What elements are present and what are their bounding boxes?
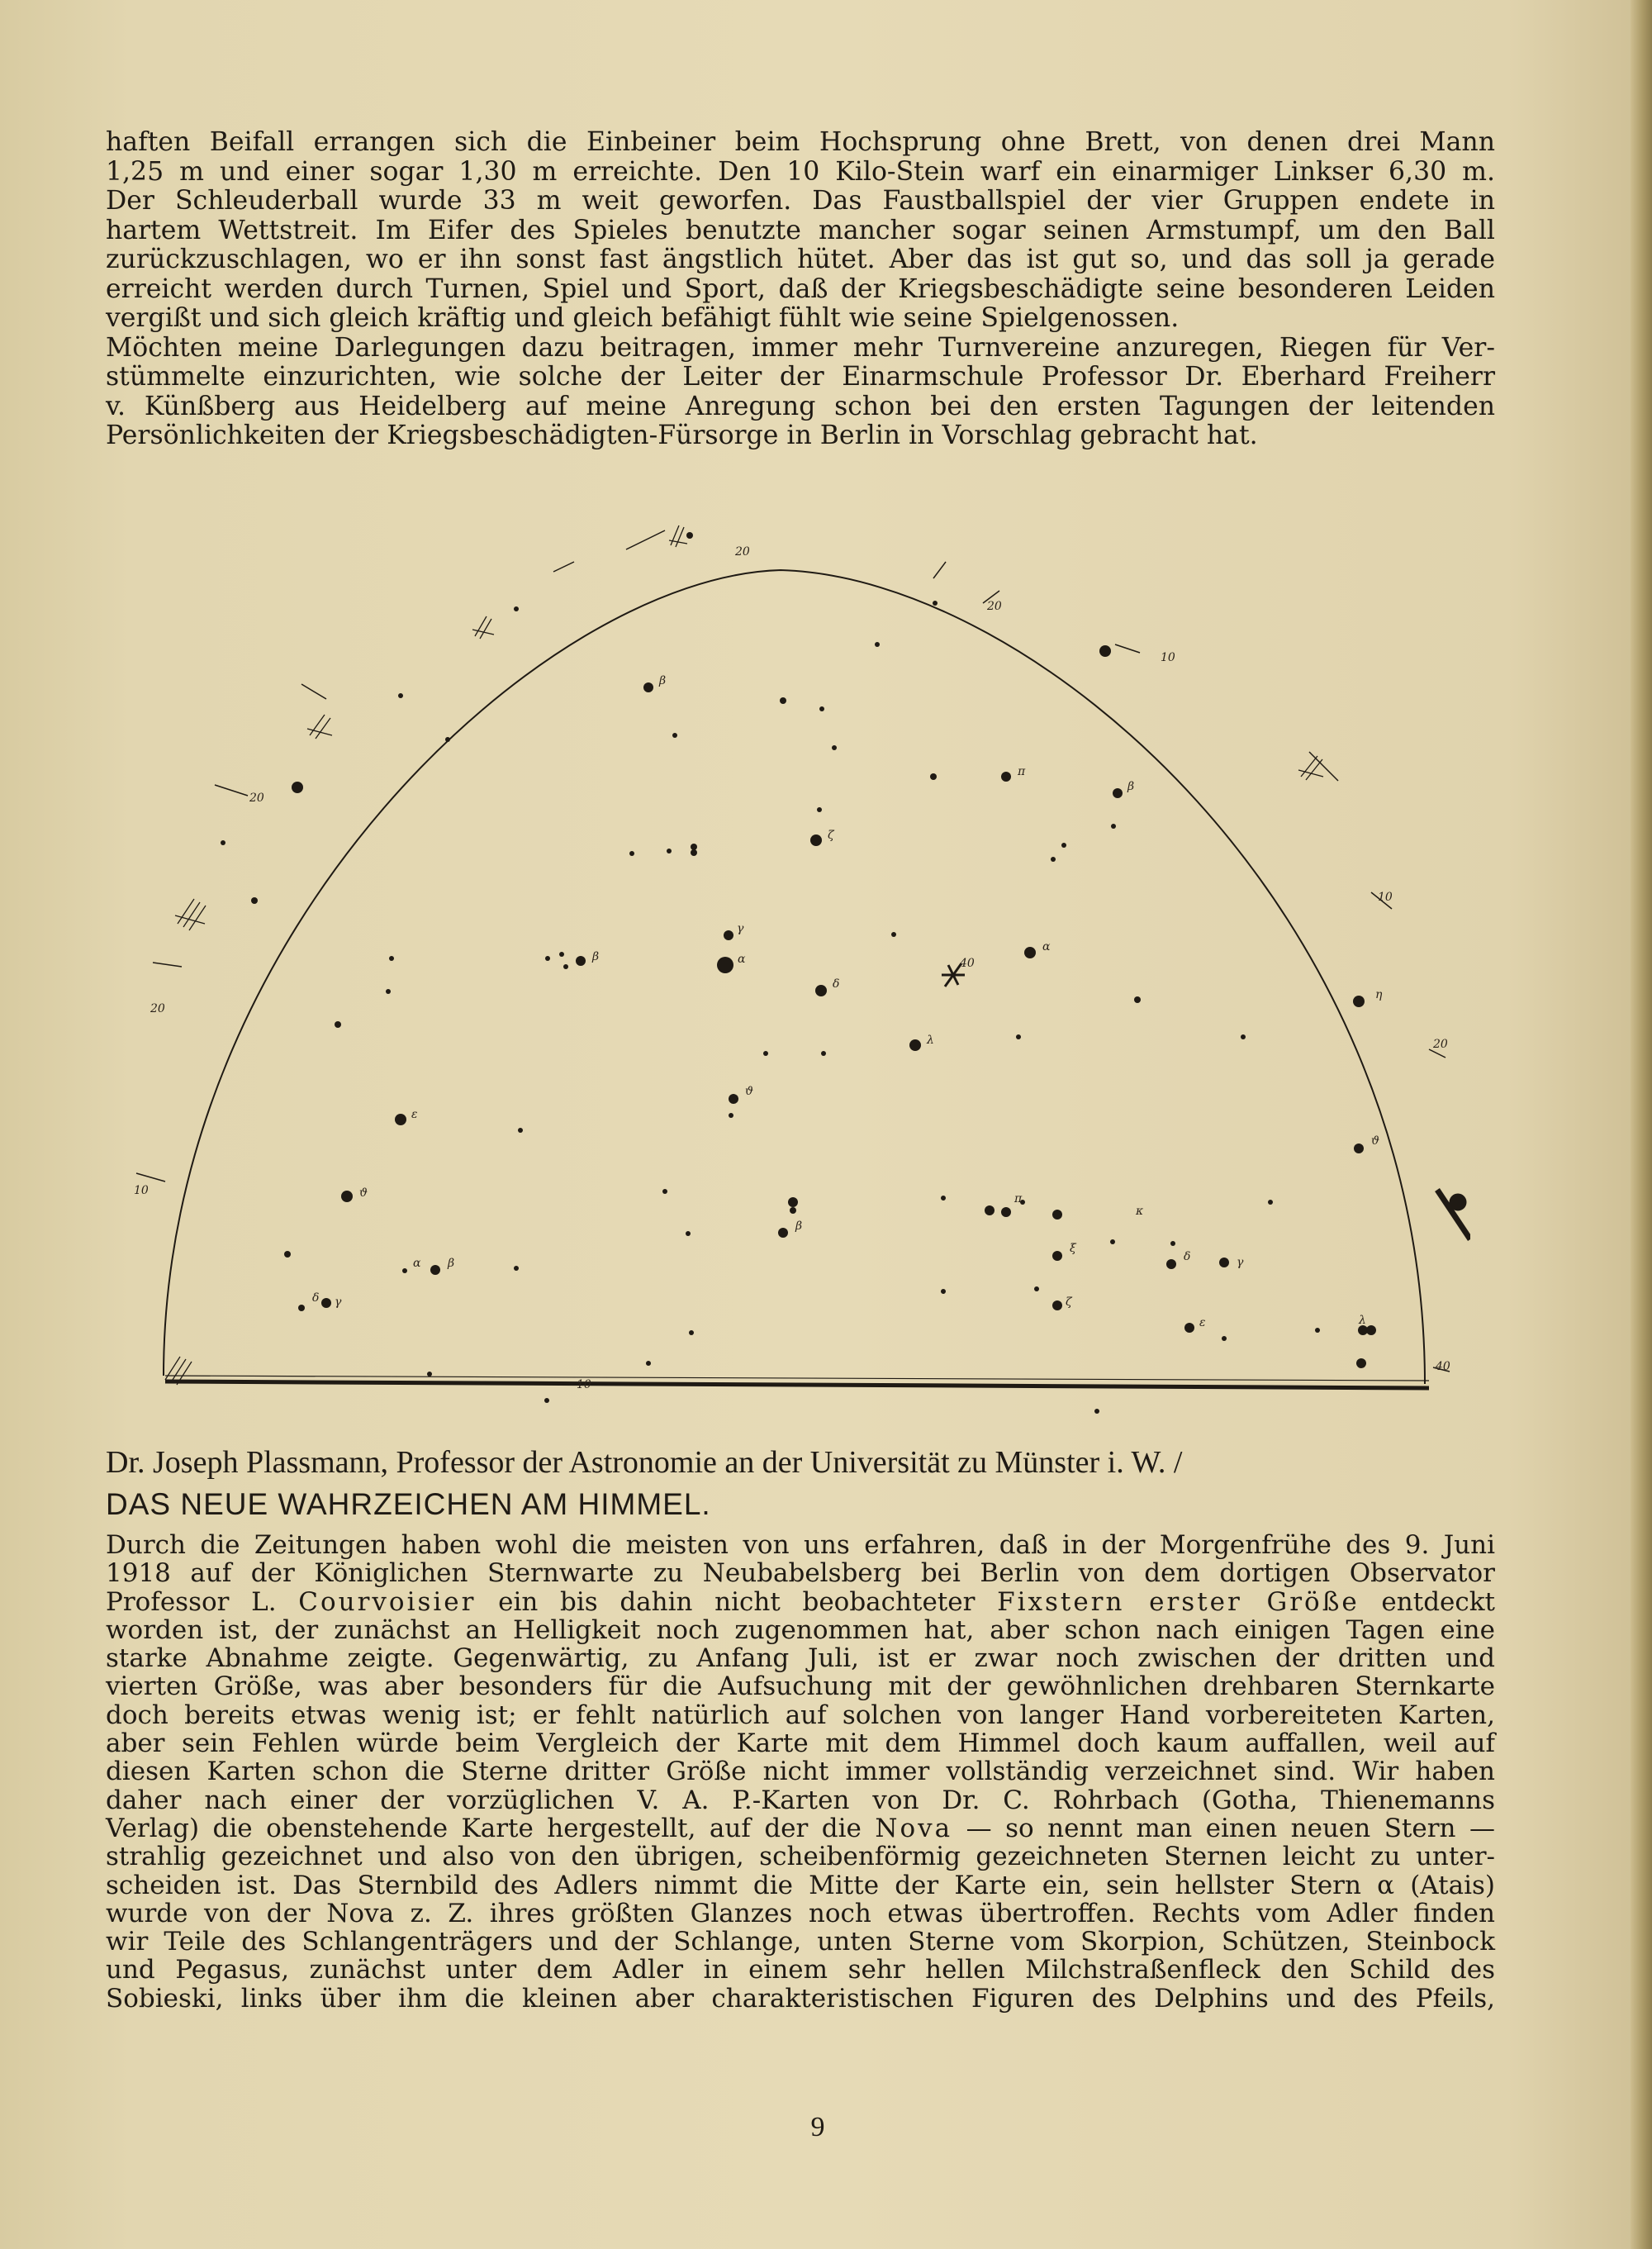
star xyxy=(221,840,225,845)
map-label: 20 xyxy=(249,792,264,805)
map-label: 10 xyxy=(1161,651,1175,664)
star xyxy=(667,849,672,853)
star xyxy=(643,682,653,692)
star-label: β xyxy=(448,1257,455,1270)
star-label: δ xyxy=(1184,1250,1191,1263)
star xyxy=(563,964,568,969)
text-line xyxy=(106,1900,1495,1928)
text-segment: Sobieski, links über ihm die kleinen aber charakteristischen Figuren des Delphins und des Pfeils, xyxy=(106,1983,1495,2014)
star xyxy=(686,1231,691,1236)
map-label: 10 xyxy=(577,1378,591,1391)
star-label: β xyxy=(592,950,600,963)
star xyxy=(832,745,837,750)
star xyxy=(891,932,896,937)
star xyxy=(1001,772,1011,782)
text-segment: und Pegasus, zunächst unter dem Adler in einem sehr hellen Milchstraßenfleck den Schild des xyxy=(106,1955,1495,1985)
star xyxy=(672,733,677,738)
map-horizon-line-thin xyxy=(165,1376,1429,1381)
star xyxy=(341,1191,353,1202)
star xyxy=(1052,1210,1062,1220)
star xyxy=(1001,1207,1011,1217)
star xyxy=(1051,857,1056,862)
hatch xyxy=(669,525,687,547)
text-line xyxy=(106,1588,1495,1616)
star xyxy=(1353,996,1365,1007)
text-segment: Verlag) die obenstehende Karte hergestellt, auf der die xyxy=(106,1813,876,1843)
text-line: Der Schleuderball wurde 33 m weit geworfen. Das Faustballspiel der vier Gruppen endete in xyxy=(106,186,1495,216)
star xyxy=(1034,1286,1039,1291)
star-label: β xyxy=(659,674,667,687)
map-label: 20 xyxy=(735,545,750,559)
star xyxy=(1024,947,1036,958)
text-segment: worden ist, der zunächst an Helligkeit noch zugenommen hat, aber schon nach einigen Tagen eine xyxy=(106,1614,1495,1645)
star xyxy=(646,1361,651,1366)
hatch xyxy=(472,616,494,639)
star xyxy=(1222,1336,1227,1341)
text-segment: aber sein Fehlen würde beim Vergleich der Karte mit dem Himmel doch kaum auffallen, weil auf xyxy=(106,1728,1495,1759)
star xyxy=(662,1189,667,1194)
text-segment: Durch die Zeitungen haben wohl die meisten von uns erfahren, daß in der Morgenfrühe des 9. Juni xyxy=(106,1530,1495,1560)
text-line xyxy=(106,1644,1495,1672)
star xyxy=(763,1051,768,1056)
star-label: π xyxy=(1018,765,1026,778)
star xyxy=(514,1266,519,1271)
star xyxy=(514,606,519,611)
article-body xyxy=(106,1531,1495,2013)
text-segment: Professor L. xyxy=(106,1586,299,1617)
star xyxy=(691,844,697,850)
star xyxy=(1268,1200,1273,1205)
star xyxy=(386,989,391,994)
text-segment: starke Abnahme zeigte. Gegenwärtig, zu Anfang Juli, ist er zwar noch zwischen der dritten und xyxy=(106,1643,1495,1674)
star xyxy=(1113,788,1123,798)
text-line xyxy=(106,1701,1495,1729)
star xyxy=(724,930,733,940)
star-label: π xyxy=(1014,1192,1023,1205)
text-line xyxy=(106,1871,1495,1900)
star xyxy=(1184,1323,1194,1333)
text-line xyxy=(106,1757,1495,1785)
tick xyxy=(136,1173,165,1182)
star-label: β xyxy=(795,1220,803,1233)
map-label: 20 xyxy=(150,1002,165,1015)
text-segment: — so nennt man einen neuen Stern — xyxy=(952,1813,1495,1843)
page-number: 9 xyxy=(810,2112,825,2142)
star xyxy=(544,1398,549,1403)
star xyxy=(518,1128,523,1133)
text-line: Möchten meine Darlegungen dazu beitragen, immer mehr Turnvereine anzuregen, Riegen für Ver- xyxy=(106,332,1495,363)
text-line: stümmelte einzurichten, wie solche der Leiter der Einarmschule Professor Dr. Eberhard Freiherr xyxy=(106,362,1495,392)
map-label: 10 xyxy=(1378,891,1393,904)
text-segment: strahlig gezeichnet und also von den übrigen, scheibenförmig gezeichneten Sternen leicht zu unter- xyxy=(106,1842,1495,1872)
text-line: v. Künßberg aus Heidelberg auf meine Anregung schon bei den ersten Tagungen der leitenden xyxy=(106,391,1495,421)
star xyxy=(717,957,733,973)
star xyxy=(398,693,403,698)
star-label: ε xyxy=(1199,1316,1206,1329)
star-label: ζ xyxy=(828,829,834,842)
star-label: α xyxy=(413,1257,421,1270)
star xyxy=(933,601,938,606)
star xyxy=(909,1039,921,1051)
book-spine xyxy=(1631,0,1652,2249)
map-label: 20 xyxy=(987,600,1002,613)
star xyxy=(941,1196,946,1201)
star xyxy=(1241,1034,1246,1039)
star-label: γ xyxy=(737,922,744,935)
text-segment: daher nach einer der vorzüglichen V. A. P.-Karten von Dr. C. Rohrbach (Gotha, Thienemanns xyxy=(106,1785,1495,1815)
star xyxy=(402,1268,407,1273)
text-segment: diesen Karten schon die Sterne dritter Größe nicht immer vollständig verzeichnet sind. Wir haben xyxy=(106,1757,1495,1787)
star xyxy=(395,1114,406,1125)
star xyxy=(1052,1251,1062,1261)
star-label: β xyxy=(1127,780,1135,793)
tick xyxy=(301,684,326,699)
star-label: δ xyxy=(312,1291,320,1305)
star xyxy=(430,1265,440,1275)
star-map xyxy=(116,512,1470,1421)
text-line: vergißt und sich gleich kräftig und gleich befähigt fühlt wie seine Spielgenossen. xyxy=(106,303,1180,333)
star xyxy=(930,773,937,780)
article-title: DAS NEUE WAHRZEICHEN AM HIMMEL. xyxy=(106,1487,711,1521)
star-label: α xyxy=(1042,940,1051,953)
star xyxy=(810,834,822,846)
hatch xyxy=(175,899,206,930)
tick xyxy=(215,785,248,796)
star xyxy=(629,851,634,856)
text-line xyxy=(106,1616,1495,1644)
hatch xyxy=(307,715,332,739)
upper-paragraph xyxy=(106,128,1495,451)
star-label: λ xyxy=(927,1034,934,1047)
star xyxy=(1170,1241,1175,1246)
text-line xyxy=(106,1531,1495,1559)
text-line xyxy=(106,1985,1495,2013)
star xyxy=(689,1330,694,1335)
star xyxy=(1110,1239,1115,1244)
star xyxy=(729,1113,733,1118)
star xyxy=(1356,1358,1366,1368)
star xyxy=(1052,1300,1062,1310)
text-line xyxy=(106,1928,1495,1956)
map-horizon-line xyxy=(165,1381,1429,1388)
text-line xyxy=(106,1672,1495,1700)
text-segment: entdeckt xyxy=(1359,1586,1495,1617)
star xyxy=(576,956,586,966)
star-label: ξ xyxy=(1070,1242,1076,1255)
star xyxy=(321,1298,331,1308)
star-label: δ xyxy=(833,977,840,991)
tick xyxy=(553,562,574,572)
nova-label: 40 xyxy=(960,957,975,970)
star xyxy=(729,1094,738,1104)
star xyxy=(1166,1259,1176,1269)
star xyxy=(1315,1328,1320,1333)
text-line: haften Beifall errangen sich die Einbeiner beim Hochsprung ohne Brett, von denen drei Mann xyxy=(106,127,1495,157)
star-label: ϑ xyxy=(1371,1134,1380,1148)
text-segment: 1918 auf der Königlichen Sternwarte zu Neubabelsberg bei Berlin von dem dortigen Observator xyxy=(106,1558,1495,1589)
tick xyxy=(1115,644,1140,653)
star xyxy=(1099,645,1111,657)
text-segment: wir Teile des Schlangenträgers und der Schlange, unten Sterne vom Skorpion, Schützen, Steinbock xyxy=(106,1927,1495,1957)
text-line xyxy=(106,1842,1495,1871)
star xyxy=(1354,1144,1364,1153)
map-dome-outline xyxy=(164,570,1425,1384)
map-label: 10 xyxy=(134,1184,149,1197)
star xyxy=(985,1205,995,1215)
star xyxy=(1366,1325,1376,1335)
star xyxy=(1061,843,1066,848)
text-line xyxy=(106,1814,1495,1842)
tick xyxy=(1309,752,1338,781)
star-label: γ xyxy=(1237,1256,1244,1269)
text-segment: wurde von der Nova z. Z. ihres größten Glanzes noch etwas übertroffen. Rechts vom Adler finden xyxy=(106,1898,1495,1928)
dome-ticks xyxy=(136,530,1450,1372)
star xyxy=(1111,824,1116,829)
spaced-text: Courvoisier xyxy=(298,1586,477,1617)
star xyxy=(427,1372,432,1377)
star xyxy=(819,706,824,711)
star-label: α xyxy=(738,953,746,966)
star-label: η xyxy=(1375,988,1383,1001)
star xyxy=(875,642,880,647)
star xyxy=(1094,1409,1099,1414)
text-segment: vierten Größe, was aber besonders für die Aufsuchung mit der gewöhnlichen drehbaren Sternkarte xyxy=(106,1671,1495,1702)
star xyxy=(1219,1258,1229,1267)
text-segment: scheiden ist. Das Sternbild des Adlers nimmt die Mitte der Karte ein, sein hellster Stern α (Atais) xyxy=(106,1870,1495,1900)
text-line xyxy=(106,1559,1495,1587)
star-label: κ xyxy=(1136,1205,1144,1218)
text-line: erreicht werden durch Turnen, Spiel und Sport, daß der Kriegsbeschädigte seine besonderen Leiden xyxy=(106,273,1495,304)
hatch xyxy=(1298,756,1323,780)
star xyxy=(686,532,693,539)
spaced-text: Nova xyxy=(875,1813,953,1843)
text-line xyxy=(106,1956,1495,1984)
star xyxy=(559,952,564,957)
star-label: λ xyxy=(1359,1314,1366,1327)
stars xyxy=(221,532,1376,1414)
right-edge-symbol xyxy=(1437,1190,1470,1239)
map-label: 20 xyxy=(1433,1038,1448,1051)
spaced-text: Fixstern erster Größe xyxy=(997,1586,1360,1617)
star-label: ϑ xyxy=(745,1085,754,1098)
text-line: 1,25 m und einer sogar 1,30 m erreichte. Den 10 Kilo-Stein warf ein einarmiger Linkser 6,30 m. xyxy=(106,156,1495,187)
star xyxy=(1134,996,1141,1003)
star xyxy=(691,849,697,856)
text-line xyxy=(106,1729,1495,1757)
text-line: zurückzuschlagen, wo er ihn sonst fast ängstlich hütet. Aber das ist gut so, und das soll ja gerade xyxy=(106,245,1495,274)
star-label: ε xyxy=(411,1108,418,1121)
star-label: ζ xyxy=(1066,1296,1072,1309)
text-line xyxy=(106,1786,1495,1814)
tick xyxy=(933,562,946,578)
star xyxy=(790,1207,796,1214)
tick xyxy=(626,530,665,549)
star-label: ϑ xyxy=(359,1186,368,1200)
star xyxy=(298,1305,305,1311)
text-line: hartem Wettstreit. Im Eifer des Spieles benutzte mancher sogar seinen Armstumpf, um den Ball xyxy=(106,215,1495,245)
tick xyxy=(153,963,182,967)
star xyxy=(815,985,827,996)
article-author: Dr. Joseph Plassmann, Professor der Astronomie an der Universität zu Münster i. W. / xyxy=(106,1445,1183,1480)
star xyxy=(817,807,822,812)
star xyxy=(788,1197,798,1207)
star xyxy=(545,956,550,961)
text-segment: doch bereits etwas wenig ist; er fehlt natürlich auf solchen von langer Hand vorbereiteten Karten, xyxy=(106,1700,1495,1730)
star xyxy=(284,1251,291,1258)
star xyxy=(292,782,303,793)
star xyxy=(780,697,786,704)
star xyxy=(821,1051,826,1056)
star xyxy=(941,1289,946,1294)
star xyxy=(1016,1034,1021,1039)
edge-knob xyxy=(1450,1194,1466,1210)
text-segment: ein bis dahin nicht beobachteter xyxy=(476,1586,998,1617)
text-line: Persönlichkeiten der Kriegsbeschädigten-Fürsorge in Berlin in Vorschlag gebracht hat. xyxy=(106,421,1258,450)
star xyxy=(335,1021,341,1028)
star xyxy=(445,737,450,742)
star xyxy=(778,1228,788,1238)
map-label: 40 xyxy=(1436,1360,1450,1373)
star xyxy=(251,897,258,904)
star xyxy=(389,956,394,961)
star-label: γ xyxy=(335,1296,342,1309)
